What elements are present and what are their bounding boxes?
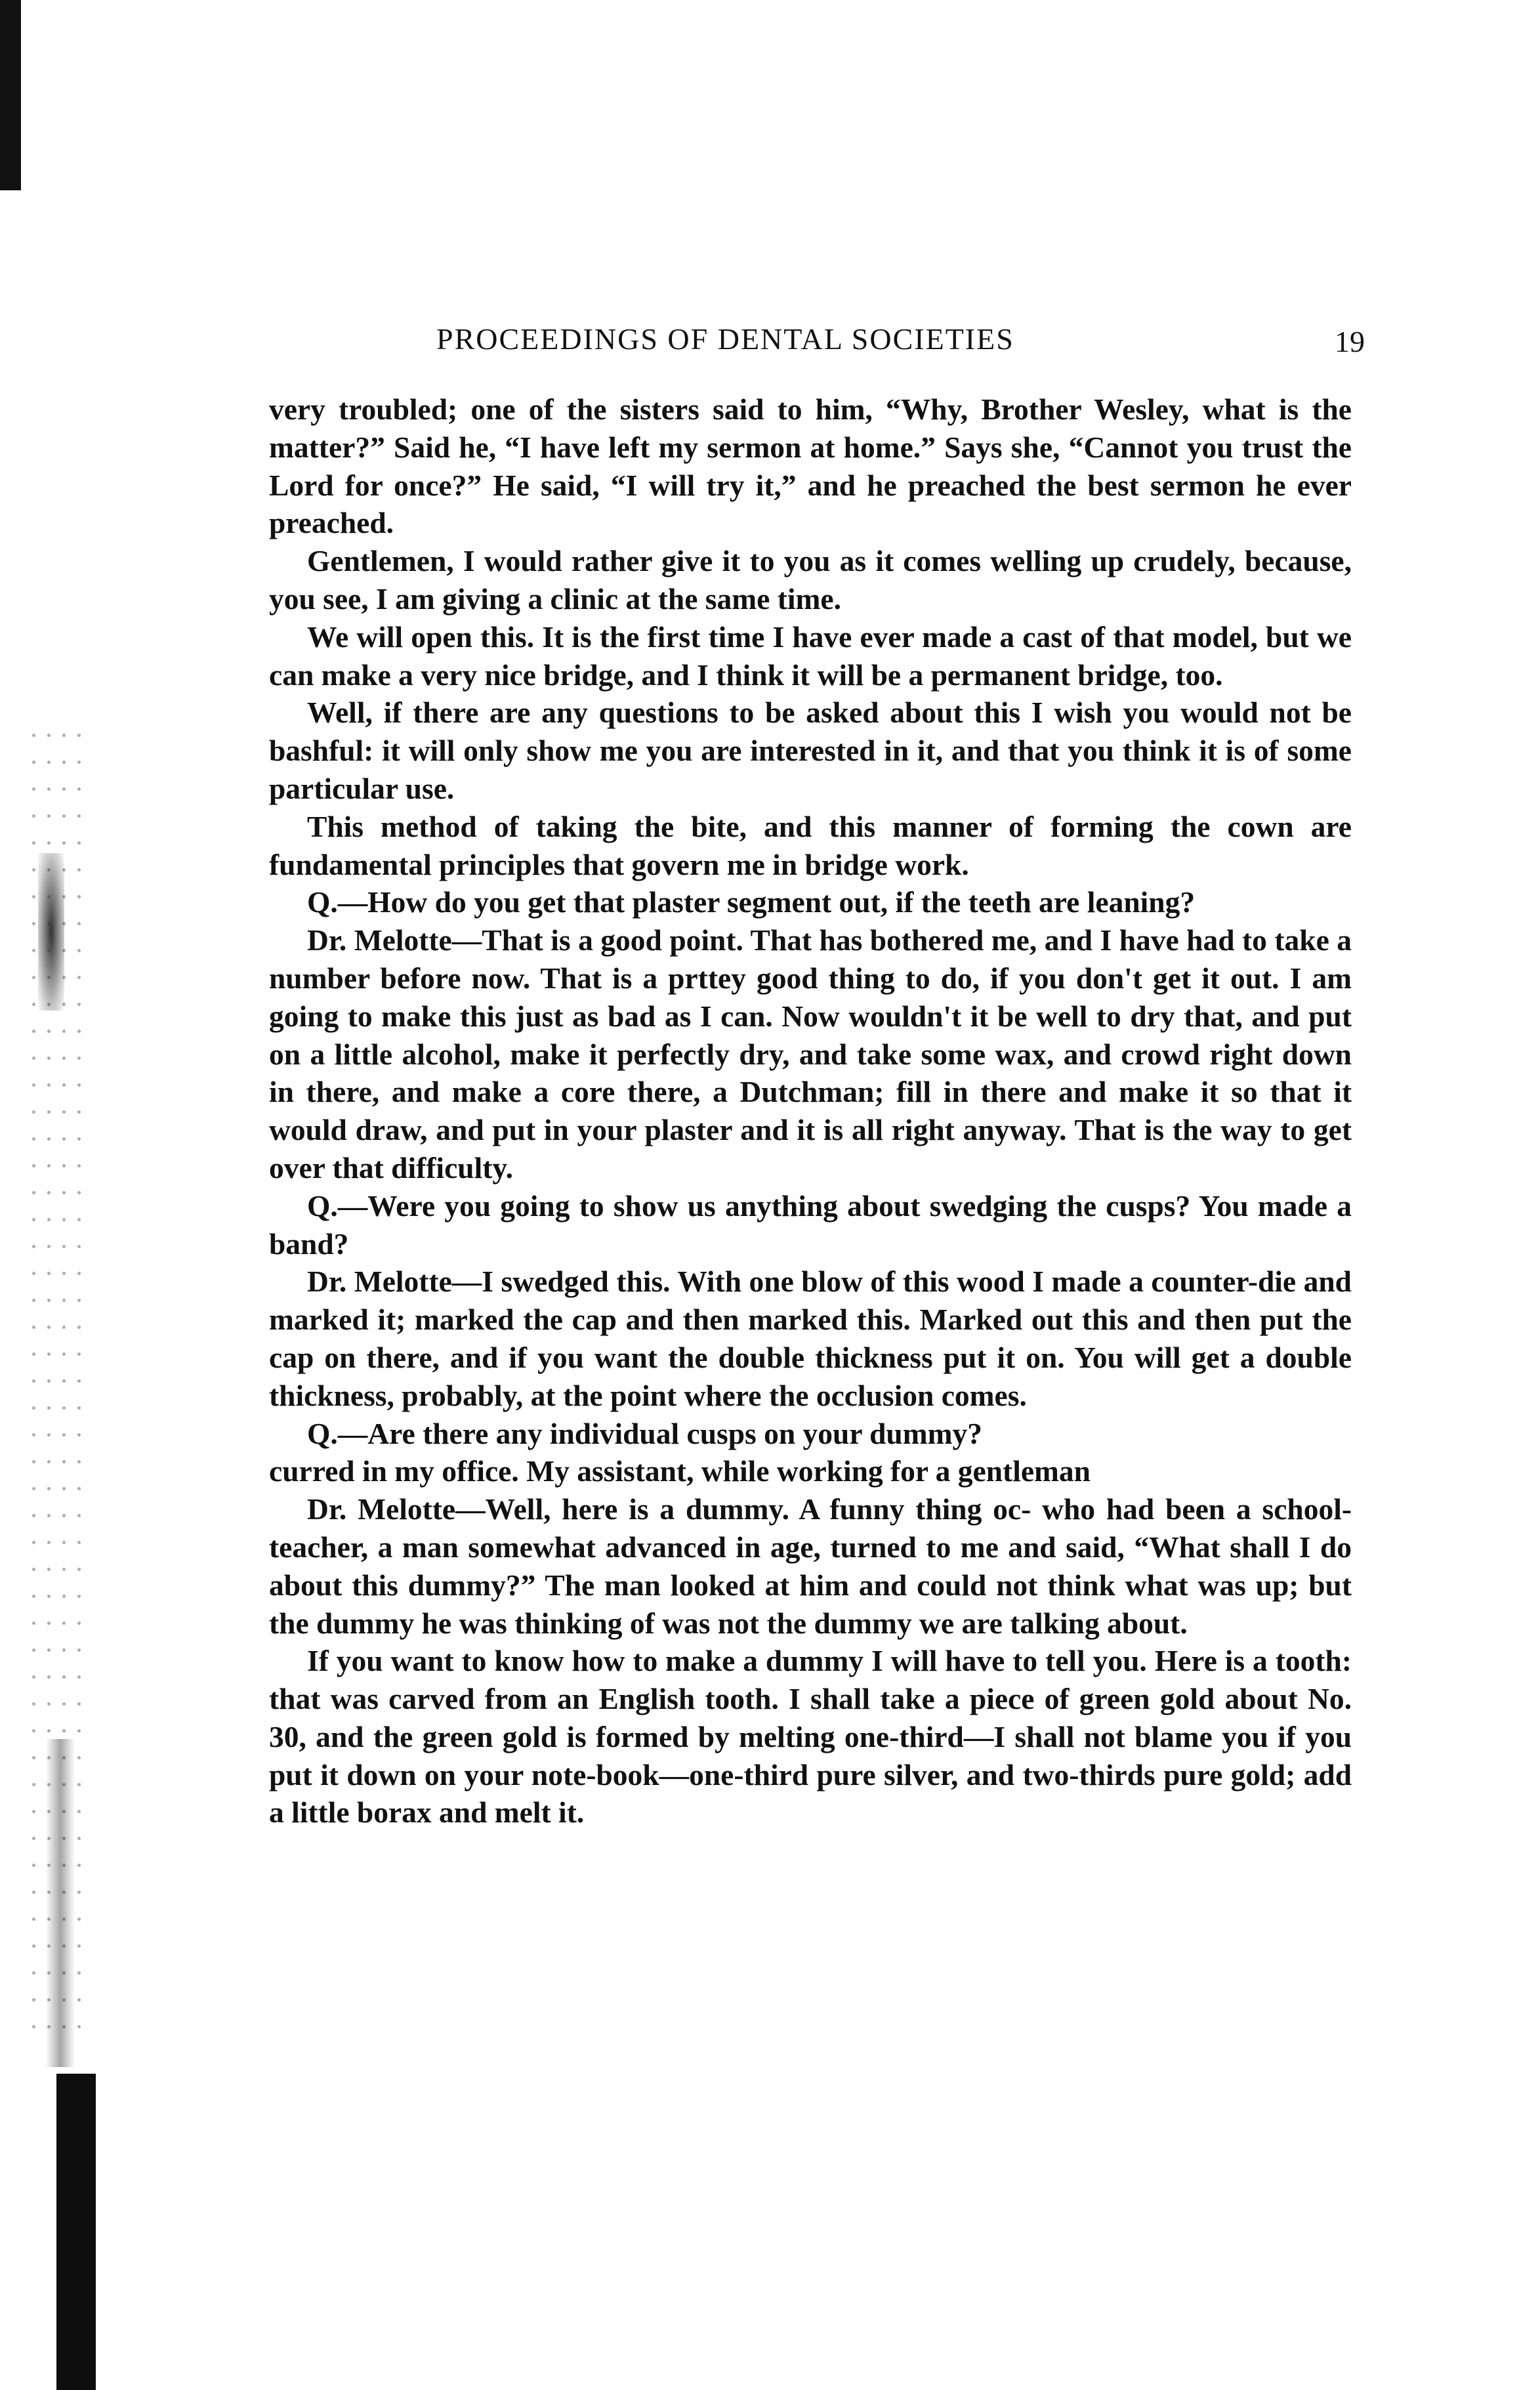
- paragraph: very troubled; one of the sisters said to him, “Why, Brother Wesley, what is the matter?” Said he, “I have left my sermon at home.” Says she, “Cannot you trust the Lord for once?” He said, “I will try it,” and he preached the best sermon he ever preached.: [269, 392, 1352, 540]
- paragraph: Well, if there are any questions to be asked about this I wish you would not be bashful: it will only show me you are interested in it, and that you think it is of some particular use.: [269, 696, 1352, 805]
- paragraph: Gentlemen, I would rather give it to you as it comes welling up crudely, because, you see, I am giving a clinic at the same time.: [269, 544, 1352, 616]
- paragraph: curred in my office. My assistant, while working for a gentleman: [269, 1454, 1091, 1488]
- paragraph: Q.—How do you get that plaster segment out, if the teeth are leaning?: [307, 885, 1196, 919]
- running-title: PROCEEDINGS OF DENTAL SOCIETIES: [436, 322, 1014, 356]
- binding-mark-bottom: [56, 2074, 96, 2390]
- binding-mark-lower: [46, 1739, 75, 2067]
- body-text: [269, 390, 1352, 1832]
- paragraph: We will open this. It is the first time I have ever made a cast of that model, but we can make a very nice bridge, and I think it will be a permanent bridge, too.: [269, 619, 1352, 692]
- paragraph: Q.—Were you going to show us anything about swedging the cusps? You made a band?: [269, 1188, 1352, 1261]
- paragraph: This method of taking the bite, and this manner of forming the cown are fundamental principles that govern me in bridge work.: [269, 809, 1352, 881]
- binding-mark-top: [0, 0, 21, 190]
- paragraph: Dr. Melotte—That is a good point. That has bothered me, and I have had to take a number before now. That is a prttey good thing to do, if you don't get it out. I am going to make this just as bad as I can. Now wouldn't it be well to dry that, and put on a little alcohol, make it perfectly dry, and take some wax, and crowd right down in there, and make a core there, a Dutchman; fill in there and make it so that it would draw, and put in your plaster and it is all right anyway. That is the way to get over that difficulty.: [269, 923, 1352, 1185]
- paragraph: If you want to know how to make a dummy I will have to tell you. Here is a tooth: that was carved from an English tooth. I shall take a piece of green gold about No. 30, and the green gold is formed by melting one-third—I shall not blame you if you put it down on your note-book—one-third pure silver, and two-thirds pure gold; add a little borax and melt it.: [269, 1644, 1352, 1830]
- paragraph: Dr. Melotte—Well, here is a dummy. A funny thing oc- who had been a school-teacher, a man somewhat advanced in age, turned to me and said, “What shall I do about this dummy?” The man looked at him and could not think what was up; but the dummy he was thinking of was not the dummy we are talking about.: [269, 1492, 1352, 1640]
- binding-shadow: [0, 0, 98, 2390]
- page-number: 19: [1335, 325, 1365, 358]
- page-header: [269, 322, 1365, 367]
- paragraph: Q.—Are there any individual cusps on your dummy?: [307, 1416, 982, 1450]
- binding-mark-middle: [38, 853, 64, 1011]
- paragraph: Dr. Melotte—I swedged this. With one blow of this wood I made a counter-die and marked it; marked the cap and then marked this. Marked out this and then put the cap on there, and if you want the double thickness put it on. You will get a double thickness, probably, at the point where the occlusion comes.: [269, 1265, 1352, 1412]
